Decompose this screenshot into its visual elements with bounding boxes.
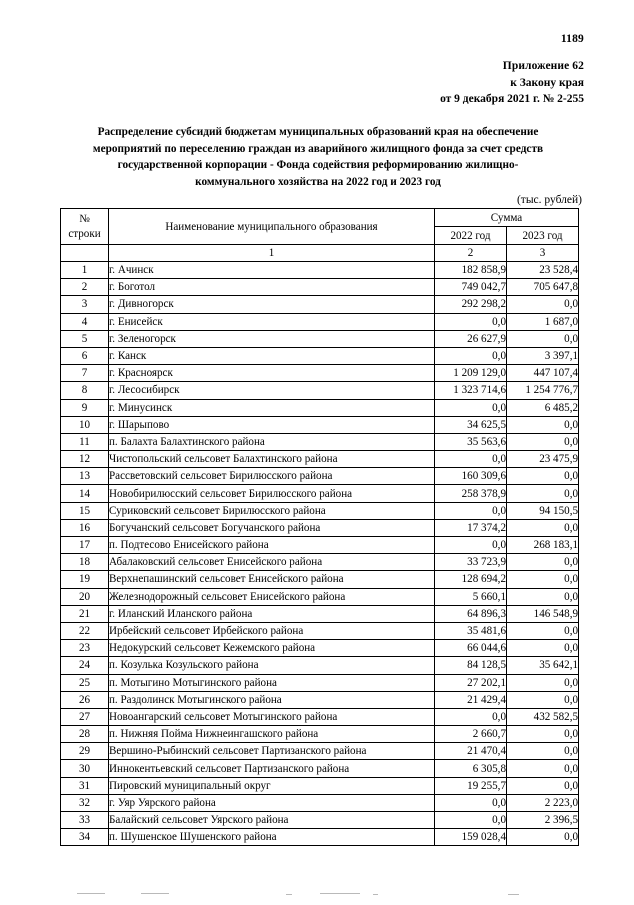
cell-municipality-name: п. Балахта Балахтинского района — [109, 433, 435, 450]
cell-amount-2023: 0,0 — [507, 296, 579, 313]
table-row — [61, 313, 579, 330]
cell-amount-2023: 0,0 — [507, 760, 579, 777]
table-row — [61, 726, 579, 743]
table-row — [61, 622, 579, 639]
cell-amount-2022: 26 627,9 — [435, 330, 507, 347]
cell-amount-2023: 0,0 — [507, 330, 579, 347]
cell-municipality-name: г. Енисейск — [109, 313, 435, 330]
cell-amount-2022: 6 305,8 — [435, 760, 507, 777]
cell-amount-2023: 0,0 — [507, 519, 579, 536]
cell-municipality-name: г. Шарыпово — [109, 416, 435, 433]
cell-amount-2023: 3 397,1 — [507, 347, 579, 364]
table-row — [61, 433, 579, 450]
law-date: от 9 декабря 2021 г. № 2-255 — [440, 93, 584, 105]
scan-artifact-mark — [373, 894, 378, 895]
cell-row-number: 5 — [61, 330, 109, 347]
scan-artifact-mark — [508, 894, 519, 895]
table-row — [61, 674, 579, 691]
cell-amount-2022: 1 209 129,0 — [435, 365, 507, 382]
cell-row-number: 19 — [61, 571, 109, 588]
table-row — [61, 657, 579, 674]
cell-amount-2022: 66 044,6 — [435, 640, 507, 657]
cell-row-number: 34 — [61, 829, 109, 846]
cell-row-number: 31 — [61, 777, 109, 794]
scan-artifact-mark — [77, 893, 105, 894]
column-number-year-2022: 2 — [435, 245, 507, 262]
cell-municipality-name: г. Дивногорск — [109, 296, 435, 313]
table-row — [61, 794, 579, 811]
scan-artifact-mark — [141, 893, 169, 894]
cell-amount-2023: 432 582,5 — [507, 708, 579, 725]
column-header-row-number-line1: № — [79, 213, 90, 225]
table-row — [61, 605, 579, 622]
table-row — [61, 365, 579, 382]
cell-row-number: 20 — [61, 588, 109, 605]
cell-amount-2022: 19 255,7 — [435, 777, 507, 794]
title-line-3: государственной корпорации - Фонда содействия реформированию жилищно- — [117, 159, 519, 172]
cell-row-number: 3 — [61, 296, 109, 313]
column-header-year-2023: 2023 год — [507, 227, 579, 245]
cell-row-number: 11 — [61, 433, 109, 450]
table-row — [61, 279, 579, 296]
cell-amount-2022: 1 323 714,6 — [435, 382, 507, 399]
cell-amount-2023: 23 528,4 — [507, 262, 579, 279]
cell-amount-2022: 749 042,7 — [435, 279, 507, 296]
cell-municipality-name: г. Ачинск — [109, 262, 435, 279]
title-line-4: коммунального хозяйства на 2022 год и 2023 год — [195, 175, 441, 188]
cell-amount-2023: 268 183,1 — [507, 537, 579, 554]
cell-row-number: 16 — [61, 519, 109, 536]
cell-row-number: 21 — [61, 605, 109, 622]
cell-amount-2023: 0,0 — [507, 674, 579, 691]
cell-municipality-name: Абалаковский сельсовет Енисейского района — [109, 554, 435, 571]
cell-municipality-name: Пировский муниципальный округ — [109, 777, 435, 794]
cell-amount-2022: 17 374,2 — [435, 519, 507, 536]
cell-amount-2022: 0,0 — [435, 399, 507, 416]
cell-amount-2022: 27 202,1 — [435, 674, 507, 691]
column-header-year-2022: 2022 год — [435, 227, 507, 245]
column-header-sum: Сумма — [435, 209, 579, 227]
cell-municipality-name: Рассветовский сельсовет Бирилюсского района — [109, 468, 435, 485]
cell-municipality-name: п. Мотыгино Мотыгинского района — [109, 674, 435, 691]
cell-amount-2022: 33 723,9 — [435, 554, 507, 571]
cell-municipality-name: Железнодорожный сельсовет Енисейского района — [109, 588, 435, 605]
cell-municipality-name: п. Раздолинск Мотыгинского района — [109, 691, 435, 708]
table-row — [61, 262, 579, 279]
table-row — [61, 416, 579, 433]
cell-amount-2023: 1 254 776,7 — [507, 382, 579, 399]
title-line-2: мероприятий по переселению граждан из аварийного жилищного фонда за счет средств — [92, 142, 544, 155]
cell-municipality-name: Недокурский сельсовет Кежемского района — [109, 640, 435, 657]
cell-amount-2022: 35 481,6 — [435, 622, 507, 639]
page-number: 1189 — [560, 33, 584, 45]
scan-artifact-mark — [286, 894, 292, 895]
cell-amount-2023: 0,0 — [507, 726, 579, 743]
page-title — [62, 124, 574, 190]
cell-municipality-name: п. Козулька Козульского района — [109, 657, 435, 674]
cell-row-number: 25 — [61, 674, 109, 691]
cell-municipality-name: п. Нижняя Пойма Нижнеингашского района — [109, 726, 435, 743]
table-row — [61, 812, 579, 829]
cell-municipality-name: Чистопольский сельсовет Балахтинского района — [109, 451, 435, 468]
cell-row-number: 4 — [61, 313, 109, 330]
cell-amount-2023: 94 150,5 — [507, 502, 579, 519]
cell-amount-2022: 0,0 — [435, 794, 507, 811]
appendix-number: Приложение 62 — [502, 60, 584, 72]
cell-municipality-name: г. Красноярск — [109, 365, 435, 382]
column-header-row-number — [61, 209, 109, 245]
law-reference: к Закону края — [510, 76, 584, 89]
cell-row-number: 15 — [61, 502, 109, 519]
cell-amount-2022: 182 858,9 — [435, 262, 507, 279]
table-row — [61, 296, 579, 313]
cell-amount-2022: 0,0 — [435, 347, 507, 364]
cell-municipality-name: г. Канск — [109, 347, 435, 364]
cell-amount-2023: 0,0 — [507, 777, 579, 794]
table-row — [61, 502, 579, 519]
cell-row-number: 30 — [61, 760, 109, 777]
table-row — [61, 485, 579, 502]
cell-amount-2022: 0,0 — [435, 502, 507, 519]
table-header-row-primary — [61, 209, 579, 227]
table-row — [61, 829, 579, 846]
cell-municipality-name: г. Боготол — [109, 279, 435, 296]
table-row — [61, 640, 579, 657]
subsidy-table-container — [60, 208, 578, 846]
cell-amount-2023: 0,0 — [507, 554, 579, 571]
scan-artifacts — [0, 888, 634, 900]
cell-row-number: 18 — [61, 554, 109, 571]
column-number-municipality: 1 — [109, 245, 435, 262]
cell-amount-2023: 0,0 — [507, 622, 579, 639]
cell-amount-2022: 0,0 — [435, 812, 507, 829]
cell-municipality-name: г. Минусинск — [109, 399, 435, 416]
cell-amount-2022: 258 378,9 — [435, 485, 507, 502]
cell-row-number: 14 — [61, 485, 109, 502]
cell-amount-2023: 35 642,1 — [507, 657, 579, 674]
cell-amount-2022: 159 028,4 — [435, 829, 507, 846]
cell-amount-2023: 146 548,9 — [507, 605, 579, 622]
cell-amount-2023: 447 107,4 — [507, 365, 579, 382]
column-numbering-row — [61, 245, 579, 262]
cell-row-number: 1 — [61, 262, 109, 279]
table-row — [61, 708, 579, 725]
cell-amount-2023: 0,0 — [507, 640, 579, 657]
table-row — [61, 743, 579, 760]
cell-row-number: 32 — [61, 794, 109, 811]
cell-municipality-name: п. Шушенское Шушенского района — [109, 829, 435, 846]
cell-row-number: 27 — [61, 708, 109, 725]
cell-amount-2022: 34 625,5 — [435, 416, 507, 433]
cell-row-number: 29 — [61, 743, 109, 760]
cell-municipality-name: Богучанский сельсовет Богучанского района — [109, 519, 435, 536]
cell-row-number: 22 — [61, 622, 109, 639]
cell-amount-2022: 128 694,2 — [435, 571, 507, 588]
cell-row-number: 26 — [61, 691, 109, 708]
cell-municipality-name: г. Уяр Уярского района — [109, 794, 435, 811]
units-label: (тыс. рублей) — [516, 194, 582, 206]
cell-amount-2023: 2 396,5 — [507, 812, 579, 829]
cell-amount-2023: 0,0 — [507, 485, 579, 502]
table-row — [61, 588, 579, 605]
cell-amount-2023: 0,0 — [507, 691, 579, 708]
cell-row-number: 7 — [61, 365, 109, 382]
cell-municipality-name: Верхнепашинский сельсовет Енисейского района — [109, 571, 435, 588]
table-row — [61, 777, 579, 794]
title-line-1: Распределение субсидий бюджетам муниципальных образований края на обеспечение — [97, 126, 539, 138]
cell-municipality-name: Иннокентьевский сельсовет Партизанского района — [109, 760, 435, 777]
cell-amount-2023: 0,0 — [507, 416, 579, 433]
cell-amount-2022: 21 470,4 — [435, 743, 507, 760]
cell-amount-2023: 0,0 — [507, 588, 579, 605]
cell-amount-2022: 292 298,2 — [435, 296, 507, 313]
cell-amount-2023: 2 223,0 — [507, 794, 579, 811]
cell-amount-2022: 84 128,5 — [435, 657, 507, 674]
cell-row-number: 23 — [61, 640, 109, 657]
cell-amount-2022: 21 429,4 — [435, 691, 507, 708]
cell-row-number: 12 — [61, 451, 109, 468]
column-number-row-number — [61, 245, 109, 262]
cell-amount-2022: 5 660,1 — [435, 588, 507, 605]
cell-row-number: 9 — [61, 399, 109, 416]
cell-municipality-name: г. Лесосибирск — [109, 382, 435, 399]
cell-amount-2022: 160 309,6 — [435, 468, 507, 485]
table-row — [61, 347, 579, 364]
table-row — [61, 571, 579, 588]
cell-amount-2022: 0,0 — [435, 708, 507, 725]
cell-amount-2023: 705 647,8 — [507, 279, 579, 296]
cell-row-number: 28 — [61, 726, 109, 743]
table-row — [61, 519, 579, 536]
table-row — [61, 399, 579, 416]
cell-municipality-name: г. Зеленогорск — [109, 330, 435, 347]
table-row — [61, 330, 579, 347]
cell-amount-2023: 1 687,0 — [507, 313, 579, 330]
cell-row-number: 8 — [61, 382, 109, 399]
table-row — [61, 554, 579, 571]
cell-amount-2023: 0,0 — [507, 468, 579, 485]
cell-municipality-name: п. Подтесово Енисейского района — [109, 537, 435, 554]
cell-amount-2022: 0,0 — [435, 313, 507, 330]
column-header-row-number-line2: строки — [68, 227, 101, 240]
cell-amount-2023: 23 475,9 — [507, 451, 579, 468]
cell-municipality-name: Новобирилюсский сельсовет Бирилюсского района — [109, 485, 435, 502]
table-header — [61, 209, 579, 262]
table-row — [61, 691, 579, 708]
cell-amount-2022: 64 896,3 — [435, 605, 507, 622]
table-body — [61, 262, 579, 846]
cell-amount-2023: 0,0 — [507, 433, 579, 450]
cell-row-number: 33 — [61, 812, 109, 829]
cell-municipality-name: Вершино-Рыбинский сельсовет Партизанского района — [109, 743, 435, 760]
table-row — [61, 537, 579, 554]
subsidy-distribution-table — [60, 208, 579, 846]
table-row — [61, 451, 579, 468]
cell-row-number: 24 — [61, 657, 109, 674]
cell-municipality-name: Суриковский сельсовет Бирилюсского района — [109, 502, 435, 519]
table-row — [61, 760, 579, 777]
cell-municipality-name: г. Иланский Иланского района — [109, 605, 435, 622]
cell-amount-2023: 6 485,2 — [507, 399, 579, 416]
cell-amount-2022: 0,0 — [435, 451, 507, 468]
column-header-municipality: Наименование муниципального образования — [109, 209, 435, 245]
cell-amount-2022: 2 660,7 — [435, 726, 507, 743]
table-row — [61, 468, 579, 485]
document-reference-block — [440, 58, 584, 108]
scan-artifact-mark — [320, 893, 360, 894]
cell-row-number: 6 — [61, 347, 109, 364]
column-number-year-2023: 3 — [507, 245, 579, 262]
cell-row-number: 13 — [61, 468, 109, 485]
cell-amount-2022: 35 563,6 — [435, 433, 507, 450]
cell-amount-2023: 0,0 — [507, 743, 579, 760]
cell-row-number: 2 — [61, 279, 109, 296]
cell-amount-2023: 0,0 — [507, 829, 579, 846]
cell-municipality-name: Новоангарский сельсовет Мотыгинского района — [109, 708, 435, 725]
cell-amount-2022: 0,0 — [435, 537, 507, 554]
cell-row-number: 17 — [61, 537, 109, 554]
cell-amount-2023: 0,0 — [507, 571, 579, 588]
cell-row-number: 10 — [61, 416, 109, 433]
cell-municipality-name: Балайский сельсовет Уярского района — [109, 812, 435, 829]
table-row — [61, 382, 579, 399]
cell-municipality-name: Ирбейский сельсовет Ирбейского района — [109, 622, 435, 639]
